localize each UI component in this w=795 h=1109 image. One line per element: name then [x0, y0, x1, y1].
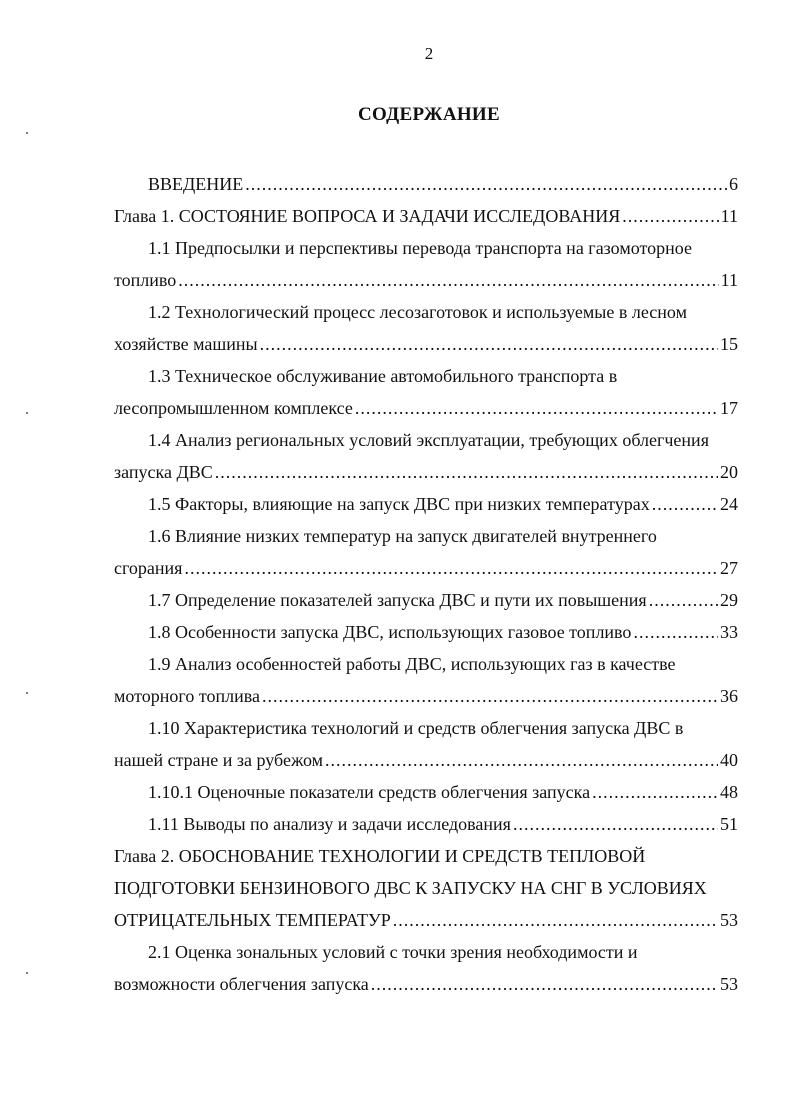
toc-leader-dots: [592, 776, 718, 808]
toc-page-number: 6: [729, 174, 738, 194]
scan-speck: [26, 132, 28, 134]
toc-entry-text: ВВЕДЕНИЕ: [148, 174, 244, 194]
toc-page-number: 36: [720, 686, 738, 706]
scan-speck: [26, 692, 28, 694]
toc-leader-dots: [393, 904, 718, 936]
toc-page-number: 17: [720, 398, 738, 418]
toc-page-number: 40: [720, 750, 738, 770]
toc-entry-text: лесопромышленном комплексе: [114, 398, 353, 418]
toc-entry-text: 1.1 Предпосылки и перспективы перевода транспорта на газомоторное: [148, 238, 692, 258]
scan-speck: [26, 412, 28, 414]
toc-page-number: 48: [720, 782, 738, 802]
toc-entry-text: 2.1 Оценка зональных условий с точки зрения необходимости и: [148, 942, 638, 962]
toc-entry-text: моторного топлива: [114, 686, 260, 706]
toc-leader-dots: [262, 680, 718, 712]
toc-line: [114, 936, 738, 968]
toc-entry-text: 1.9 Анализ особенностей работы ДВС, использующих газ в качестве: [148, 654, 676, 674]
toc-leader-dots: [622, 200, 718, 232]
toc-line: [114, 424, 738, 456]
toc-line: [114, 200, 738, 232]
toc-line: [114, 520, 738, 552]
toc-entry-text: Глава 1. СОСТОЯНИЕ ВОПРОСА И ЗАДАЧИ ИССЛЕДОВАНИЯ: [114, 206, 621, 226]
toc-entry-text: 1.5 Факторы, влияющие на запуск ДВС при низких температурах: [148, 494, 650, 514]
table-of-contents: [114, 168, 738, 1000]
toc-entry-text: 1.6 Влияние низких температур на запуск двигателей внутреннего: [148, 526, 657, 546]
toc-entry-text: 1.10.1 Оценочные показатели средств облегчения запуска: [148, 782, 591, 802]
toc-leader-dots: [649, 584, 718, 616]
page-title: СОДЕРЖАНИЕ: [358, 104, 500, 125]
toc-entry-text: 1.3 Техническое обслуживание автомобильного транспорта в: [148, 366, 618, 386]
toc-line: [114, 712, 738, 744]
toc-entry-text: топливо: [114, 270, 177, 290]
toc-entry-text: 1.2 Технологический процесс лесозаготовок и используемые в лесном: [148, 302, 687, 322]
toc-page-number: 53: [720, 910, 738, 930]
toc-line: [114, 872, 738, 904]
toc-leader-dots: [184, 552, 718, 584]
scan-speck: [26, 972, 28, 974]
toc-entry-text: ПОДГОТОВКИ БЕНЗИНОВОГО ДВС К ЗАПУСКУ НА СНГ В УСЛОВИЯХ: [114, 878, 707, 898]
toc-page-number: 53: [720, 974, 738, 994]
toc-line: [114, 616, 738, 648]
toc-leader-dots: [215, 456, 718, 488]
toc-entry-text: хозяйстве машины: [114, 334, 258, 354]
toc-line: [114, 968, 738, 1000]
toc-line: [114, 744, 738, 776]
toc-page-number: 11: [720, 270, 738, 290]
toc-leader-dots: [325, 744, 718, 776]
toc-line: [114, 328, 738, 360]
toc-line: [114, 264, 738, 296]
toc-leader-dots: [633, 616, 718, 648]
toc-leader-dots: [245, 168, 727, 200]
toc-entry-text: возможности облегчения запуска: [114, 974, 369, 994]
toc-leader-dots: [513, 808, 718, 840]
toc-line: [114, 840, 738, 872]
toc-line: [114, 552, 738, 584]
toc-line: [114, 648, 738, 680]
toc-page-number: 51: [720, 814, 738, 834]
toc-entry-text: 1.11 Выводы по анализу и задачи исследования: [148, 814, 511, 834]
toc-page-number: 15: [720, 334, 738, 354]
toc-entry-text: запуска ДВС: [114, 462, 213, 482]
toc-line: [114, 232, 738, 264]
toc-line: [114, 776, 738, 808]
toc-line: [114, 392, 738, 424]
toc-page-number: 20: [720, 462, 738, 482]
toc-line: [114, 808, 738, 840]
toc-entry-text: нашей стране и за рубежом: [114, 750, 323, 770]
toc-line: [114, 168, 738, 200]
toc-line: [114, 296, 738, 328]
toc-page-number: 11: [720, 206, 738, 226]
toc-page-number: 29: [720, 590, 738, 610]
toc-line: [114, 904, 738, 936]
toc-leader-dots: [260, 328, 718, 360]
toc-page-number: 27: [720, 558, 738, 578]
page-number: 2: [424, 44, 434, 63]
toc-entry-text: сгорания: [114, 558, 183, 578]
toc-entry-text: ОТРИЦАТЕЛЬНЫХ ТЕМПЕРАТУР: [114, 910, 391, 930]
toc-leader-dots: [355, 392, 718, 424]
toc-entry-text: 1.7 Определение показателей запуска ДВС и пути их повышения: [148, 590, 647, 610]
toc-entry-text: 1.10 Характеристика технологий и средств облегчения запуска ДВС в: [148, 718, 684, 738]
toc-line: [114, 360, 738, 392]
toc-line: [114, 488, 738, 520]
toc-entry-text: 1.4 Анализ региональных условий эксплуатации, требующих облегчения: [148, 430, 709, 450]
toc-line: [114, 456, 738, 488]
toc-leader-dots: [371, 968, 718, 1000]
toc-leader-dots: [652, 488, 718, 520]
toc-entry-text: 1.8 Особенности запуска ДВС, использующих газовое топливо: [148, 622, 632, 642]
toc-line: [114, 584, 738, 616]
toc-page-number: 24: [720, 494, 738, 514]
toc-line: [114, 680, 738, 712]
toc-page-number: 33: [720, 622, 738, 642]
toc-leader-dots: [178, 264, 718, 296]
toc-entry-text: Глава 2. ОБОСНОВАНИЕ ТЕХНОЛОГИИ И СРЕДСТВ ТЕПЛОВОЙ: [114, 846, 646, 866]
